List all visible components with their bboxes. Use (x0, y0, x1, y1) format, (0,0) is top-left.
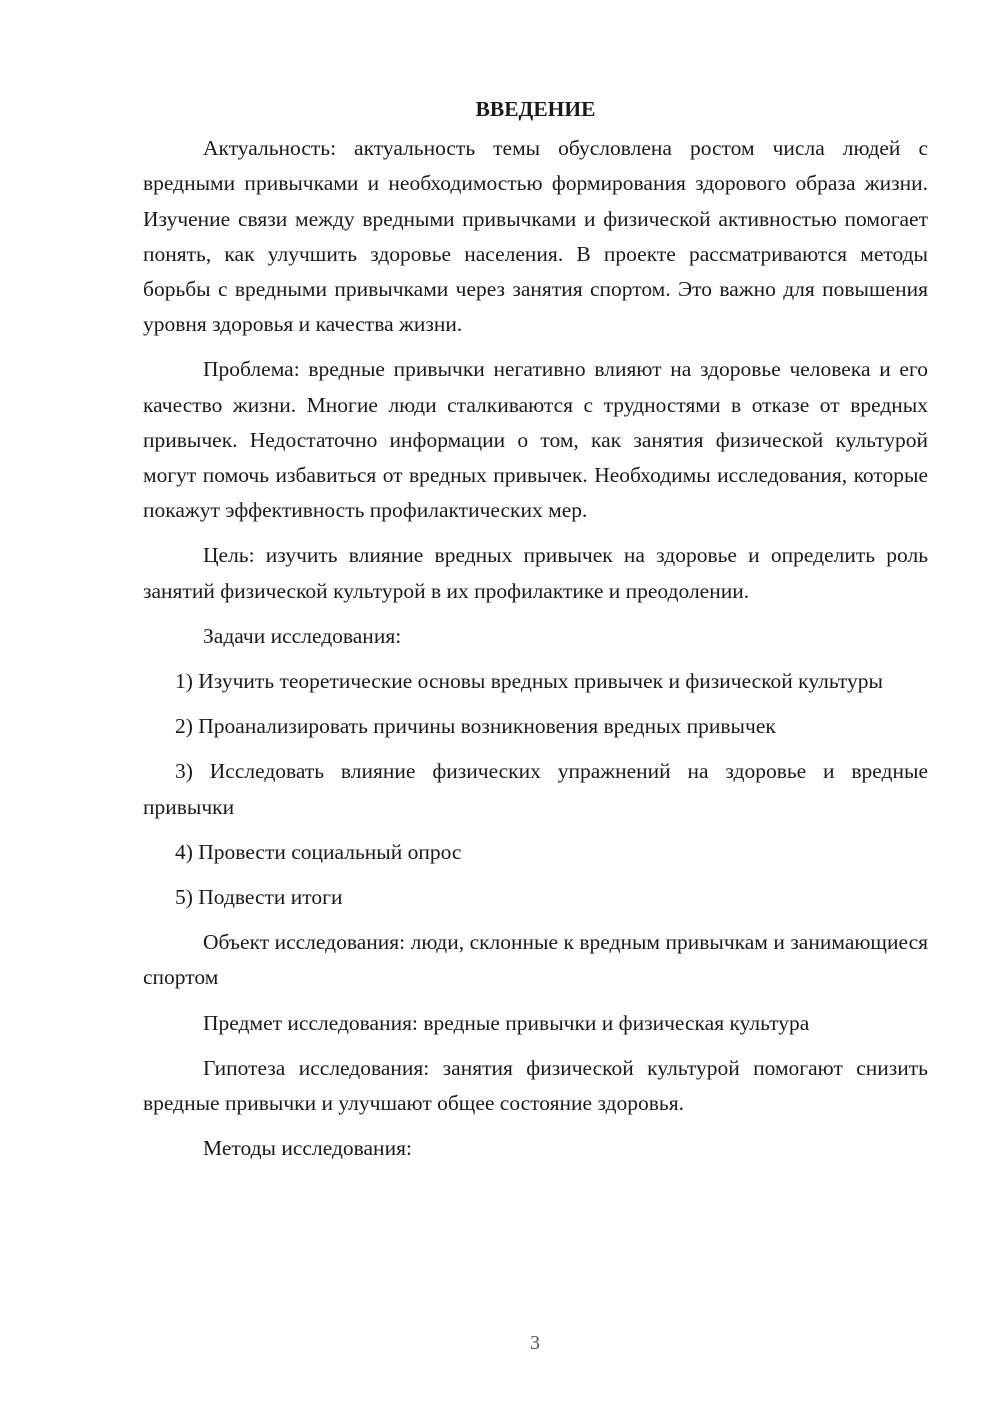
task-item-2: 2) Проанализировать причины возникновения вредных привычек (175, 714, 776, 739)
paragraph-problem: Проблема: вредные привычки негативно влияют на здоровье человека и его качество жизни. Многие люди сталкиваются с трудностями в отказе от вредных привычек. Недостаточно информации о том, как занятия физической культурой могут помочь избавиться от вредных привычек. Необходимы исследования, которые покажут эффективность профилактических мер. (143, 357, 928, 523)
paragraph-goal: Цель: изучить влияние вредных привычек на здоровье и определить роль занятий физической культурой в их профилактике и преодолении. (143, 543, 928, 603)
task-item-1: 1) Изучить теоретические основы вредных привычек и физической культуры (175, 669, 883, 694)
page-number: 3 (530, 1332, 540, 1354)
task-item-3: 3) Исследовать влияние физических упражнений на здоровье и вредные привычки (143, 759, 928, 819)
paragraph-subject: Предмет исследования: вредные привычки и физическая культура (203, 1010, 810, 1035)
paragraph-object: Объект исследования: люди, склонные к вредным привычкам и занимающиеся спортом (143, 930, 928, 990)
paragraph-methods: Методы исследования: (203, 1136, 412, 1161)
task-item-5: 5) Подвести итоги (175, 885, 343, 910)
section-title: ВВЕДЕНИЕ (475, 97, 596, 121)
paragraph-relevance: Актуальность: актуальность темы обусловлена ростом числа людей с вредными привычками и необходимостью формирования здорового образа жизни. Изучение связи между вредными привычками и физической активностью помогает понять, как улучшить здоровье населения. В проекте рассматриваются методы борьбы с вредными привычками через занятия спортом. Это важно для повышения уровня здоровья и качества жизни. (143, 136, 928, 337)
paragraph-hypothesis: Гипотеза исследования: занятия физической культурой помогают снизить вредные привычки и улучшают общее состояние здоровья. (143, 1055, 928, 1116)
task-item-4: 4) Провести социальный опрос (175, 839, 462, 864)
paragraph-tasks-heading: Задачи исследования: (203, 623, 402, 648)
document-page (143, 92, 928, 1176)
